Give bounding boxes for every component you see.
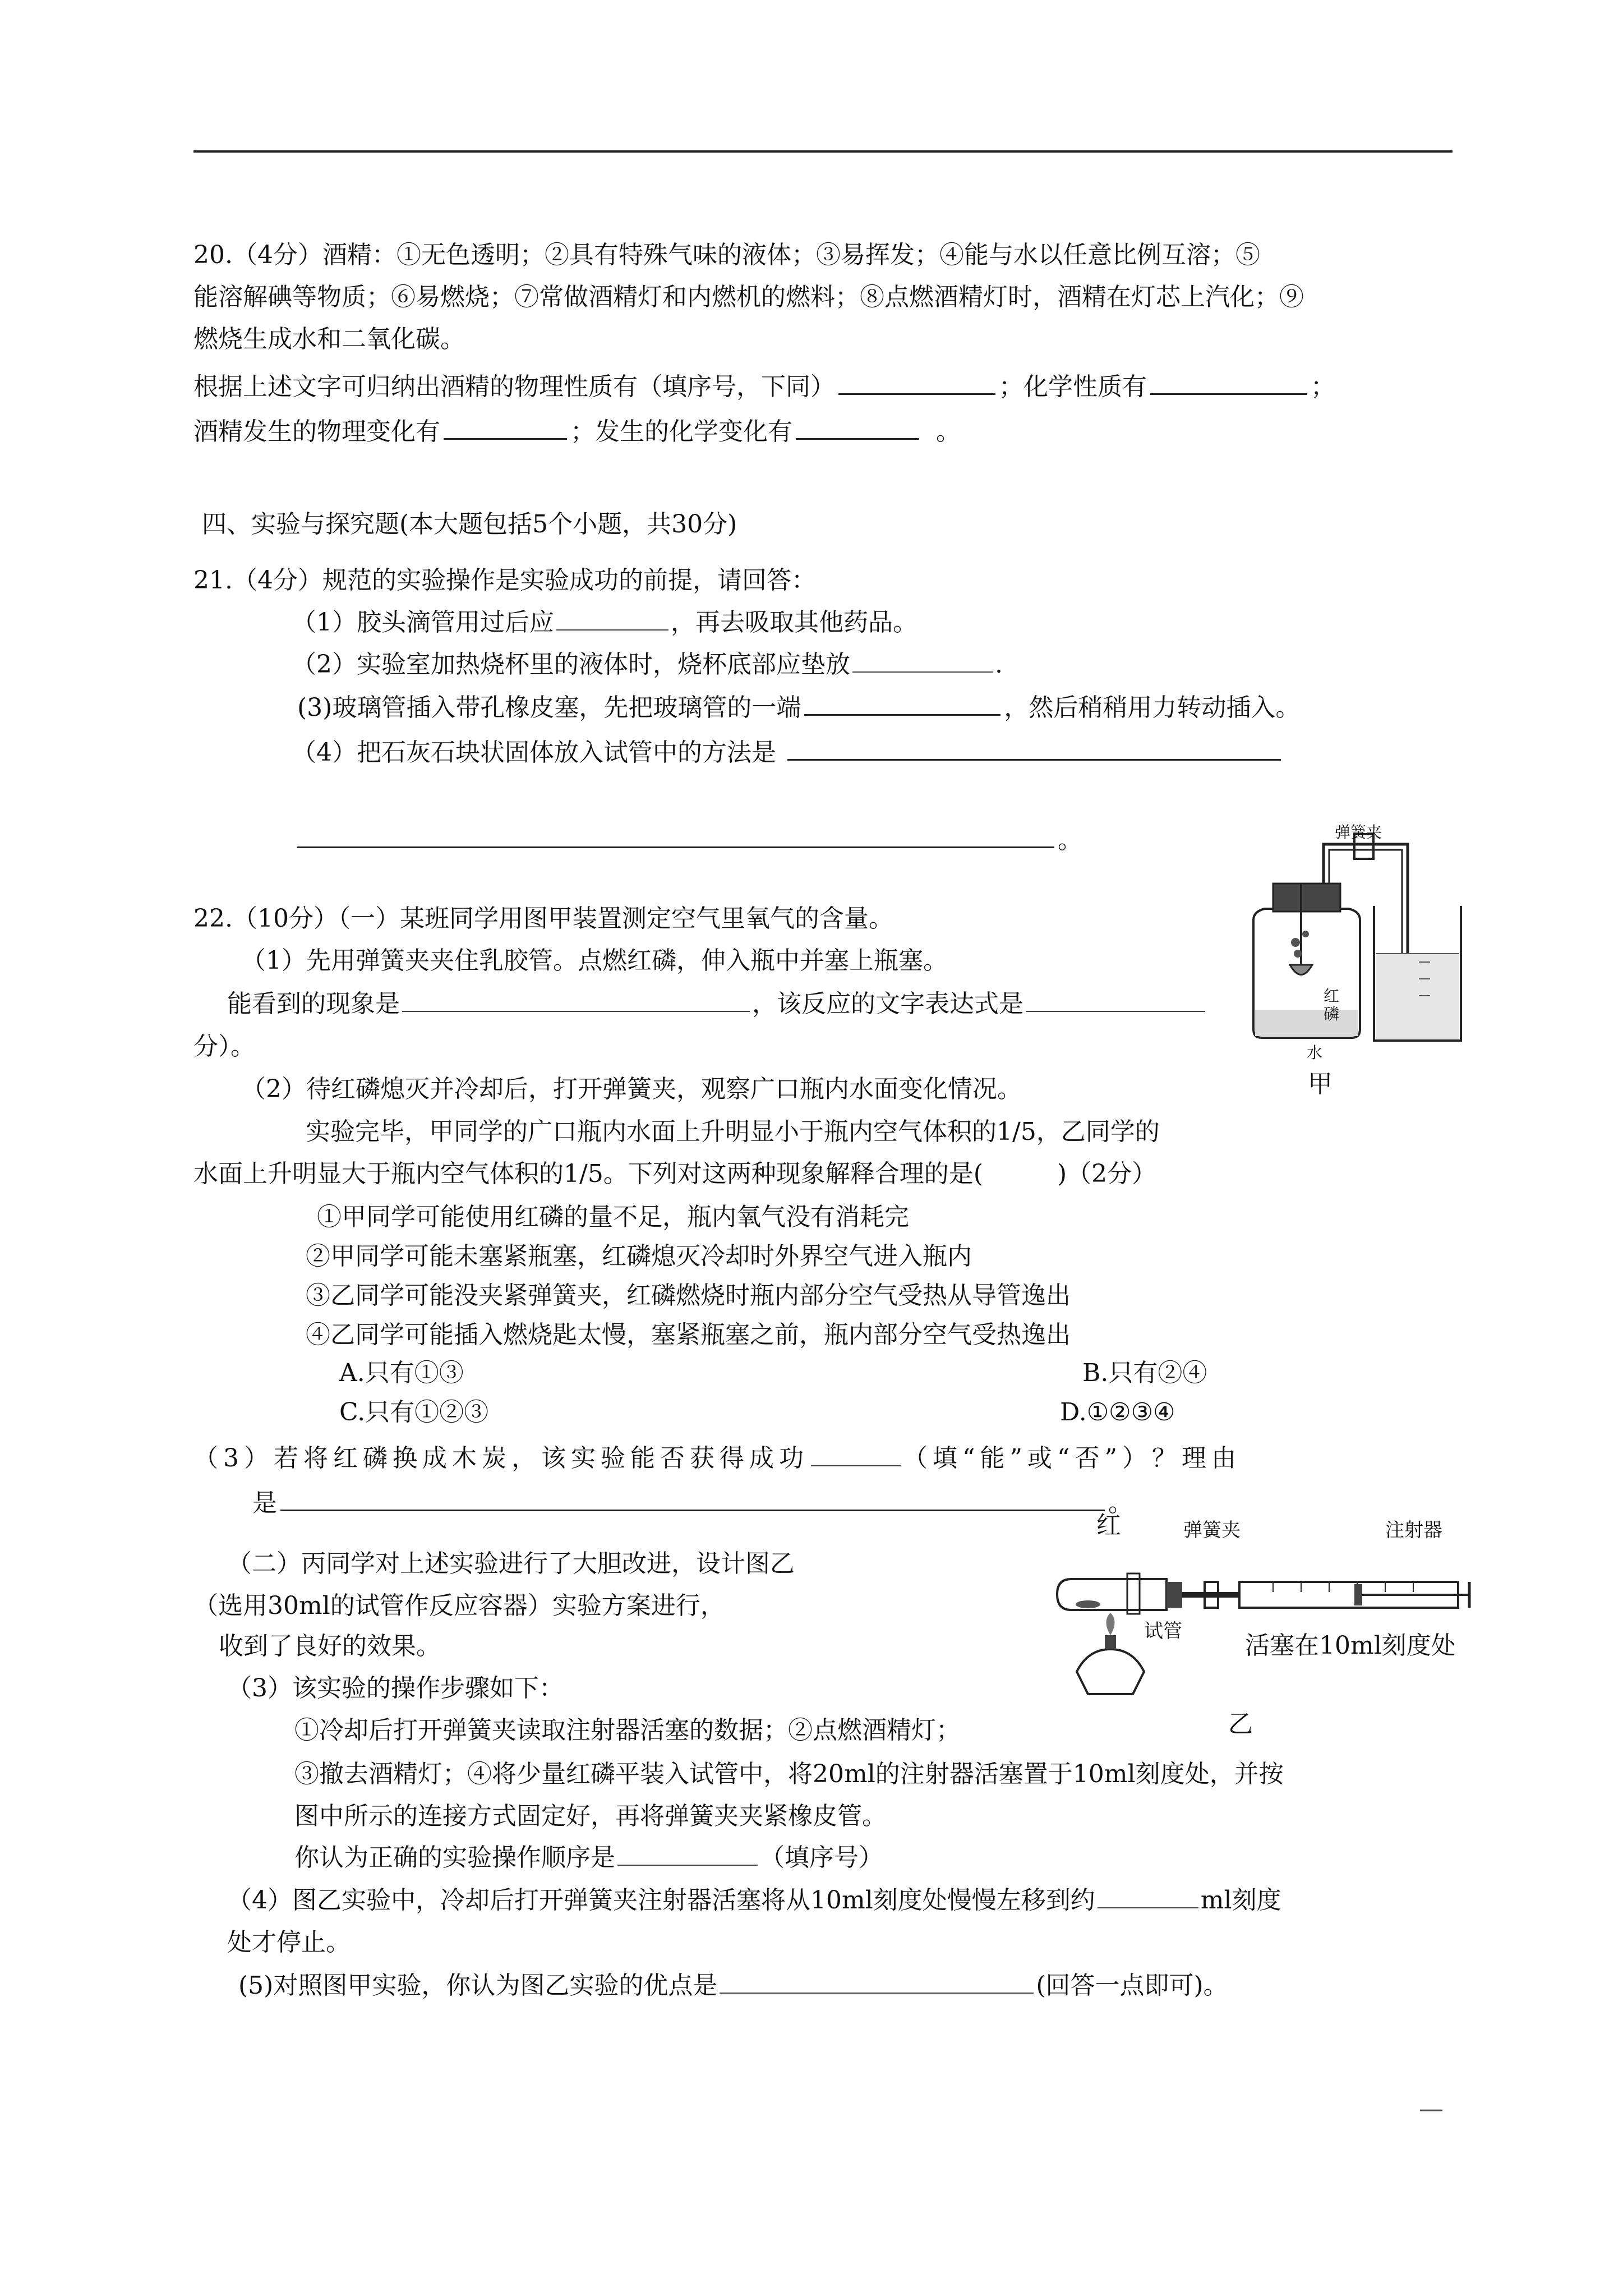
section4-title: 四、实验与探究题(本大题包括5个小题，共30分) bbox=[202, 510, 737, 539]
q22-option2: ②甲同学可能未塞紧瓶塞，红磷熄灭冷却时外界空气进入瓶内 bbox=[306, 1242, 972, 1271]
figyi-tube-label: 试管 bbox=[1144, 1620, 1182, 1642]
q22-p5-blank[interactable] bbox=[720, 1971, 1034, 1994]
q22-choice-a[interactable]: A.只有①③ bbox=[339, 1359, 464, 1387]
q20-chemchange-blank[interactable] bbox=[796, 417, 919, 440]
figjia-red-p-label: 红磷 bbox=[1324, 987, 1340, 1023]
figyi-caption: 乙 bbox=[1228, 1710, 1253, 1738]
q21-part1 bbox=[292, 606, 917, 639]
q20-physical-prompt: 根据上述文字可归纳出酒精的物理性质有（填序号，下同） bbox=[193, 372, 835, 401]
q21-p2-prompt: （2）实验室加热烧杯里的液体时，烧杯底部应垫放 bbox=[292, 650, 850, 679]
q21-p4-prompt: （4）把石灰石块状固体放入试管中的方法是 bbox=[292, 738, 776, 767]
q22-phenomenon-blank[interactable] bbox=[402, 990, 750, 1012]
q22-part4-cont: 处才停止。 bbox=[227, 1928, 351, 1957]
q20-semicolon: ； bbox=[1311, 372, 1335, 401]
q21-p3-tail: ，然后稍稍用力转动插入。 bbox=[1004, 693, 1301, 722]
q22-p4-blank[interactable] bbox=[1098, 1886, 1198, 1908]
page-mark: — bbox=[1419, 2095, 1444, 2123]
q21-p3-blank[interactable] bbox=[804, 693, 1000, 716]
q21-p1-tail: ，再去吸取其他药品。 bbox=[671, 608, 917, 637]
q21-part2 bbox=[292, 648, 1003, 682]
figyi-spring-clip-label: 弹簧夹 bbox=[1183, 1519, 1241, 1542]
q22-op-step2: ③撤去酒精灯；④将少量红磷平装入试管中，将20ml的注射器活塞置于10ml刻度处，并按 bbox=[294, 1760, 1284, 1788]
q21-p1-blank[interactable] bbox=[556, 608, 668, 631]
q21-p1-prompt: （1）胶头滴管用过后应 bbox=[292, 608, 554, 637]
q21-p2-tail: . bbox=[995, 650, 1003, 679]
q22-p5-prompt: (5)对照图甲实验，你认为图乙实验的优点是 bbox=[238, 1971, 718, 2000]
q21-p4-blank[interactable] bbox=[787, 738, 1281, 761]
q22-reason-blank[interactable] bbox=[280, 1488, 1105, 1511]
q22-order-tail: （填序号） bbox=[760, 1843, 883, 1872]
q22-step3b bbox=[252, 1487, 1133, 1520]
figure-yi-apparatus bbox=[1054, 1526, 1481, 1717]
q21-intro: 21.（4分）规范的实验操作是实验成功的前提，请回答： bbox=[193, 566, 816, 595]
figjia-caption: 甲 bbox=[1308, 1070, 1332, 1098]
q22-option4: ④乙同学可能插入燃烧匙太慢，塞紧瓶塞之前，瓶内部分空气受热逸出 bbox=[306, 1320, 1071, 1349]
figyi-piston-note: 活塞在10ml刻度处 bbox=[1245, 1631, 1456, 1660]
q22-p5-tail: (回答一点即可)。 bbox=[1036, 1971, 1228, 2000]
q20-line5 bbox=[193, 415, 961, 449]
figjia-water-label: 水 bbox=[1307, 1043, 1323, 1062]
q22-charcoal-prompt: （3）若将红磷换成木炭，该实验能否获得成功 bbox=[193, 1444, 809, 1473]
q22-intro: 22.（10分）（一）某班同学用图甲装置测定空气里氧气的含量。 bbox=[193, 904, 893, 933]
q20-line1: 20.（4分）酒精：①无色透明；②具有特殊气味的液体；③易挥发；④能与水以任意比例互溶；⑤ bbox=[193, 241, 1260, 269]
q20-line2: 能溶解碘等物质；⑥易燃烧；⑦常做酒精灯和内燃机的燃料；⑧点燃酒精灯时，酒精在灯芯上汽化；⑨ bbox=[193, 283, 1304, 311]
q22-step1: （1）先用弹簧夹夹住乳胶管。点燃红磷，伸入瓶中并塞上瓶塞。 bbox=[241, 946, 948, 975]
q22-op-title: （3）该实验的操作步骤如下： bbox=[227, 1674, 564, 1703]
header-rule bbox=[193, 150, 1453, 153]
q22-p4-prompt: （4）图乙实验中，冷却后打开弹簧夹注射器活塞将从10ml刻度处慢慢左移到约 bbox=[227, 1886, 1095, 1915]
q22-equation-prompt: ，该反应的文字表达式是 bbox=[752, 990, 1023, 1018]
q21-part3 bbox=[297, 691, 1300, 725]
q21-p3-prompt: (3)玻璃管插入带孔橡皮塞，先把玻璃管的一端 bbox=[297, 693, 801, 722]
q22-option3: ③乙同学可能没夹紧弹簧夹，红磷燃烧时瓶内部分空气受热从导管逸出 bbox=[306, 1281, 1071, 1310]
q22-op-order bbox=[294, 1841, 883, 1875]
q20-chemchange-prompt: ；发生的化学变化有 bbox=[570, 417, 792, 446]
q20-physchange-blank[interactable] bbox=[444, 417, 567, 440]
q22-choice-c[interactable]: C.只有①②③ bbox=[339, 1398, 489, 1427]
q22-charcoal-tail: （填“能”或“否”）？理由 bbox=[903, 1444, 1241, 1473]
q20-chemical-prompt: ；化学性质有 bbox=[999, 372, 1147, 401]
q22-step2: （2）待红磷熄灭并冷却后，打开弹簧夹，观察广口瓶内水面变化情况。 bbox=[241, 1075, 1022, 1103]
q22-part2-line1: （二）丙同学对上述实验进行了大胆改进，设计图乙 bbox=[227, 1549, 795, 1578]
q20-line4 bbox=[193, 370, 1335, 404]
q22-order-prompt: 你认为正确的实验操作顺序是 bbox=[294, 1843, 615, 1872]
q22-choice-d[interactable]: D.①②③④ bbox=[1060, 1398, 1175, 1427]
figjia-spring-clip-label: 弹簧夹 bbox=[1335, 823, 1382, 841]
q22-part2-line2: （选用30ml的试管作反应容器）实验方案进行， bbox=[193, 1591, 725, 1620]
q21-part4 bbox=[292, 736, 1284, 770]
q22-op-step1: ①冷却后打开弹簧夹读取注射器活塞的数据；②点燃酒精灯； bbox=[294, 1716, 961, 1745]
q22-part4 bbox=[227, 1884, 1281, 1917]
q22-part2-line3: 收到了良好的效果。 bbox=[219, 1632, 441, 1660]
q20-chemical-blank[interactable] bbox=[1150, 372, 1307, 395]
q21-p2-blank[interactable] bbox=[852, 650, 993, 673]
q22-part5 bbox=[238, 1969, 1228, 2003]
q22-step3 bbox=[193, 1442, 1241, 1475]
q21-p4-end: 。 bbox=[1058, 826, 1082, 854]
q22-step1b bbox=[227, 987, 1207, 1021]
q21-p4-blank2[interactable] bbox=[297, 825, 1054, 848]
q22-step2c: 水面上升明显大于瓶内空气体积的1/5。下列对这两种现象解释合理的是( )（2分） bbox=[193, 1159, 1157, 1188]
q20-physical-blank[interactable] bbox=[838, 372, 995, 395]
q20-physchange-prompt: 酒精发生的物理变化有 bbox=[193, 417, 440, 446]
figyi-syringe-label: 注射器 bbox=[1385, 1519, 1442, 1542]
q22-order-blank[interactable] bbox=[617, 1843, 758, 1866]
q20-line3: 燃烧生成水和二氧化碳。 bbox=[193, 325, 465, 353]
q22-op-step3: 图中所示的连接方式固定好，再将弹簧夹夹紧橡皮管。 bbox=[294, 1802, 887, 1830]
q22-reason-prompt: 是 bbox=[252, 1489, 277, 1517]
figure-jia-apparatus bbox=[1239, 816, 1469, 1052]
q22-p4-unit: ml刻度 bbox=[1200, 1886, 1281, 1915]
q22-step1c: 分）。 bbox=[193, 1032, 255, 1061]
bottle-stopper bbox=[1273, 884, 1340, 912]
figyi-red-label: 红 bbox=[1096, 1511, 1121, 1540]
q22-equation-blank[interactable] bbox=[1026, 990, 1205, 1012]
q22-charcoal-blank[interactable] bbox=[811, 1444, 901, 1466]
q22-option1: ①甲同学可能使用红磷的量不足，瓶内氧气没有消耗完 bbox=[317, 1203, 909, 1231]
q22-reason-end: 。 bbox=[1108, 1489, 1133, 1517]
q22-choice-b[interactable]: B.只有②④ bbox=[1082, 1359, 1207, 1387]
q20-period: 。 bbox=[936, 417, 961, 446]
q22-step2b: 实验完毕，甲同学的广口瓶内水面上升明显小于瓶内空气体积的1/5，乙同学的 bbox=[306, 1117, 1160, 1146]
q21-part4-cont bbox=[297, 823, 1082, 857]
q22-phenomenon-prompt: 能看到的现象是 bbox=[227, 990, 400, 1018]
